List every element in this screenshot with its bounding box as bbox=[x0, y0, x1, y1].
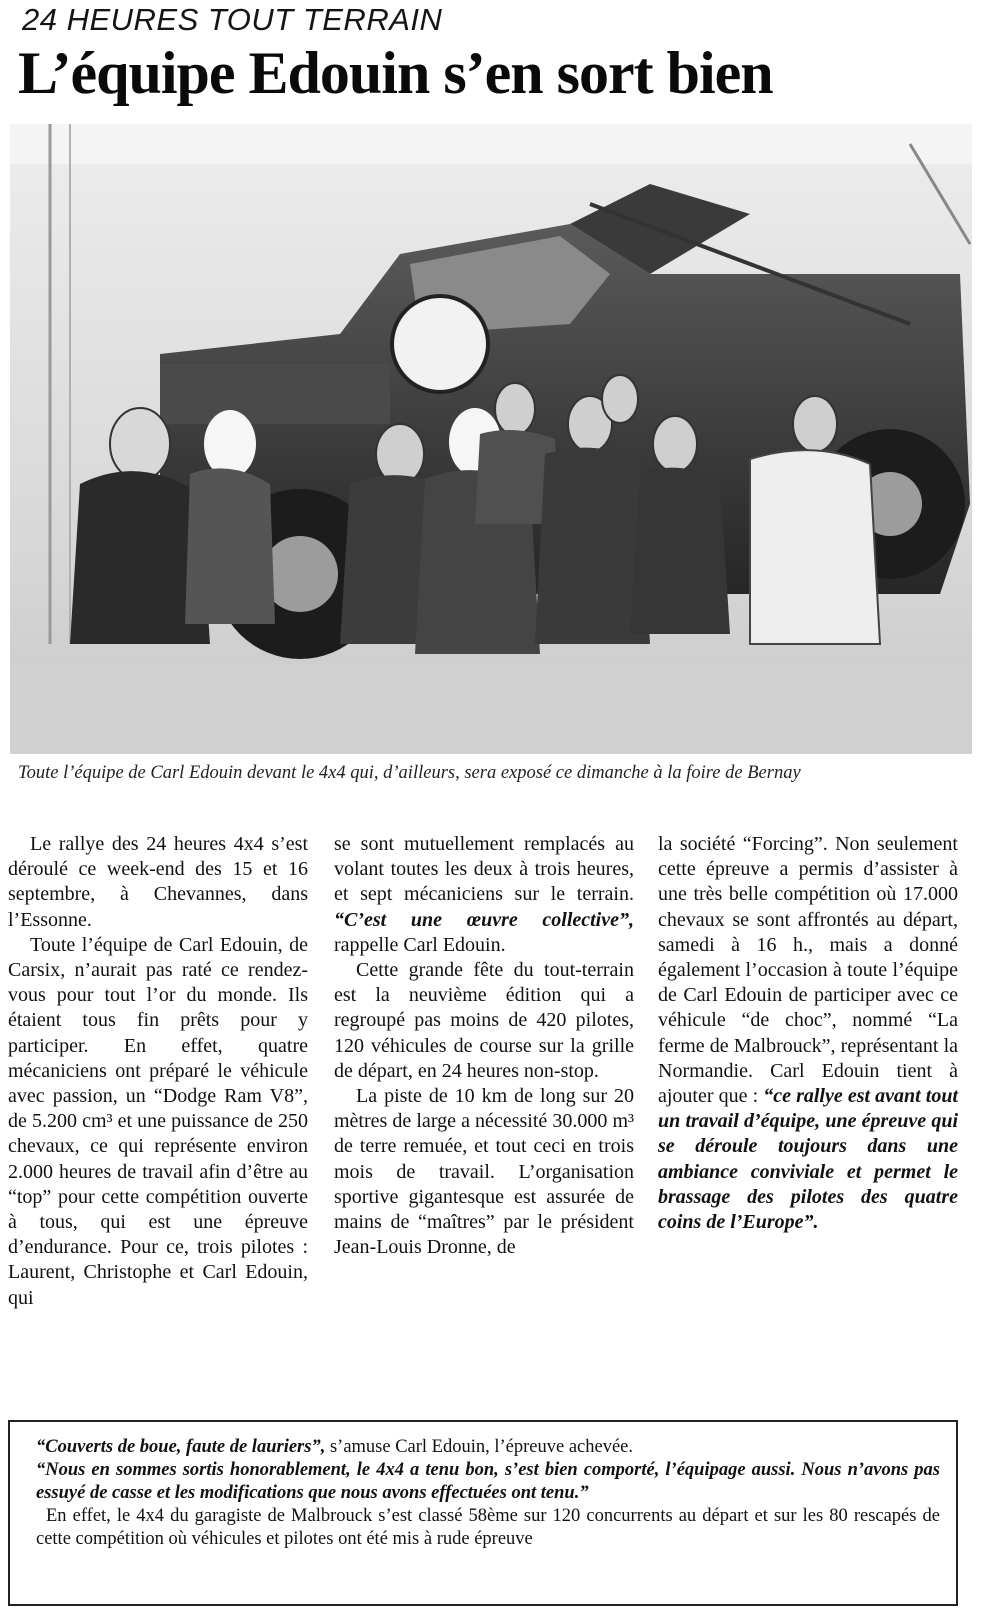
article-column-1 bbox=[8, 832, 308, 1311]
quote: “C’est une œuvre collective”, bbox=[334, 908, 634, 931]
paragraph bbox=[658, 832, 958, 1235]
article-headline: L’équipe Edouin s’en sort bien bbox=[18, 40, 773, 106]
text-run: se sont mutuellement remplacés au volant toutes les deux à trois heures, et sept mécaniciens sur le terrain. bbox=[334, 833, 634, 906]
box-line bbox=[36, 1436, 940, 1459]
photo-caption: Toute l’équipe de Carl Edouin devant le 4x4 qui, d’ailleurs, sera exposé ce dimanche à la foire de Bernay bbox=[18, 763, 801, 783]
quote: “Nous en sommes sortis honorablement, le 4x4 a tenu bon, s’est bien comporté, l’équipage aussi. Nous n’avons pas essuyé de casse et les modifications que nous avons effectuées ont tenu.” bbox=[36, 1460, 940, 1503]
quote-box bbox=[8, 1420, 958, 1606]
quote: “Couverts de boue, faute de lauriers”, bbox=[36, 1437, 326, 1457]
article-kicker: 24 HEURES TOUT TERRAIN bbox=[22, 2, 443, 37]
paragraph: La piste de 10 km de long sur 20 mètres de large a nécessité 30.000 m³ de terre remuée, et tout ceci en trois mois de travail. L’organisation sportive gigantesque est assurée de mains de “maîtres” par le président Jean-Louis Dronne, de bbox=[334, 1085, 634, 1259]
paragraph: Le rallye des 24 heures 4x4 s’est déroulé ce week-end des 15 et 16 septembre, à Chevannes, dans l’Essonne. bbox=[8, 833, 308, 931]
quote: “ce rallye est avant tout un travail d’équipe, une épreuve qui se déroule toujours dans une ambiance conviviale et permet le brassage des pilotes des quatre coins de l’Europe”. bbox=[658, 1085, 958, 1234]
text-run: s’amuse Carl Edouin, l’épreuve achevée. bbox=[329, 1437, 634, 1457]
team-truck-photo-illustration bbox=[10, 124, 972, 754]
text-run: rappelle Carl Edouin. bbox=[334, 933, 506, 956]
box-line: En effet, le 4x4 du garagiste de Malbrouck s’est classé 58ème sur 120 concurrents au départ et sur les 80 rescapés de cette compétition où véhicules et pilotes ont été mis à rude épreuve bbox=[36, 1506, 940, 1549]
article-body bbox=[8, 832, 968, 1372]
article-column-2 bbox=[334, 832, 634, 1260]
text-run: la société “Forcing”. Non seulement cette épreuve a permis d’assister à une très belle compétition où 17.000 chevaux se sont affrontés au départ, samedi à 16 h., mais a donné également l’occasion à toute l’équipe de Carl Edouin de participer avec ce véhicule “de choc”, nommé “La ferme de Malbrouck”, représentant la Normandie. Carl Edouin tient à ajouter que : bbox=[658, 833, 958, 1108]
paragraph: Cette grande fête du tout-terrain est la neuvième édition qui a regroupé pas moins de 420 pilotes, 120 véhicules de course sur la grille de départ, en 24 heures non-stop. bbox=[334, 959, 634, 1082]
paragraph bbox=[334, 832, 634, 958]
article-column-3 bbox=[658, 832, 958, 1235]
paragraph: Toute l’équipe de Carl Edouin, de Carsix, n’aurait pas raté ce rendez-vous pour tout l’or du monde. Ils étaient tous fin prêts pour y participer. En effet, quatre mécaniciens ont préparé le véhicule avec passion, un “Dodge Ram V8”, de 5.200 cm³ et une puissance de 250 chevaux, ce qui représente environ 2.000 heures de travail afin d’être au “top” pour cette compétition ouverte à tous, qui est une épreuve d’endurance. Pour ce, trois pilotes : Laurent, Christophe et Carl Edouin, qui bbox=[8, 933, 308, 1309]
article-photo bbox=[10, 124, 972, 754]
box-line bbox=[36, 1459, 940, 1505]
